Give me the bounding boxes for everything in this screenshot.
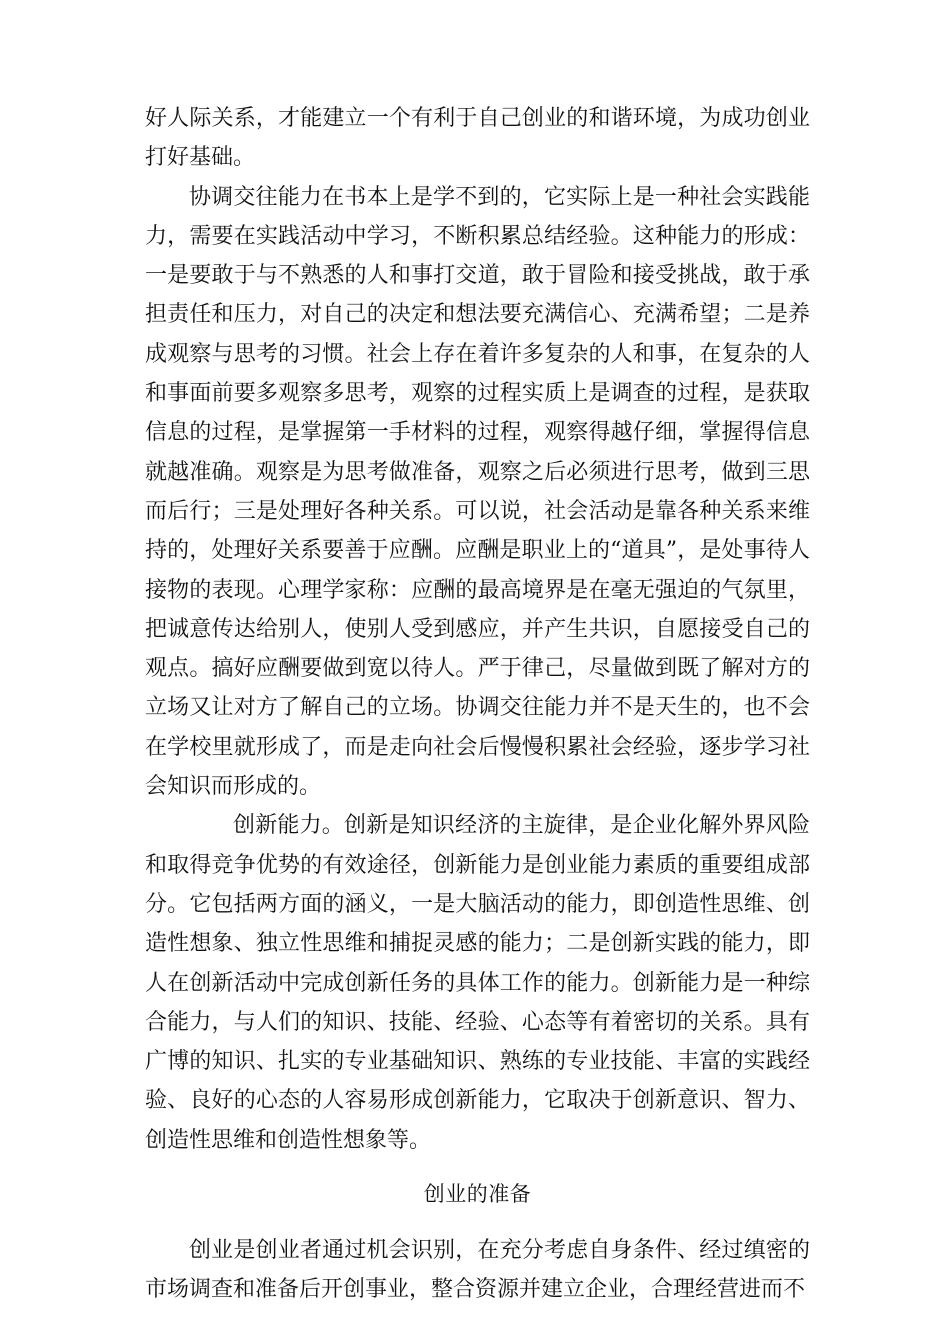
paragraph-entrepreneurship-definition: 创业是创业者通过机会识别，在充分考虑自身条件、经过缜密的市场调查和准备后开创事业，整合资源并建立企业，合理经营进而不 [145, 1238, 810, 1303]
paragraph-coordination-ability: 协调交往能力在书本上是学不到的，它实际上是一种社会实践能力，需要在实践活动中学习，不断积累总结经验。这种能力的形成：一是要敢于与不熟悉的人和事打交道，敢于冒险和接受挑战，敢于承担责任和压力，对自己的决定和想法要充满信心、充满希望；二是养成观察与思考的习惯。社会上存在着许多复杂的人和事，在复杂的人和事面前要多观察多思考，观察的过程实质上是调查的过程，是获取信息的过程，是掌握第一手材料的过程，观察得越仔细，掌握得信息就越准确。观察是为思考做准备，观察之后必须进行思考，做到三思而后行；三是处理好各种关系。可以说，社会活动是靠各种关系来维持的，处理好关系要善于应酬。应酬是职业上的“道具”，是处事待人接物的表现。心理学家称：应酬的最高境界是在毫无强迫的气氛里，把诚意传达给别人，使别人受到感应，并产生共识，自愿接受自己的观点。搞好应酬要做到宽以待人。严于律己，尽量做到既了解对方的立场又让对方了解自己的立场。协调交往能力并不是天生的，也不会在学校里就形成了，而是走向社会后慢慢积累社会经验，逐步学习社会知识而形成的。 [145, 184, 810, 800]
section-heading: 创业的准备 [423, 1182, 532, 1207]
paragraph-interpersonal-foundation: 好人际关系，才能建立一个有利于自己创业的和谐环境，为成功创业打好基础。 [145, 106, 810, 171]
paragraph-innovation-ability: 创新能力。创新是知识经济的主旋律，是企业化解外界风险和取得竞争优势的有效途径，创新能力是创业能力素质的重要组成部分。它包括两方面的涵义，一是大脑活动的能力，即创造性思维、创造性想象、独立性思维和捕捉灵感的能力；二是创新实践的能力，即人在创新活动中完成创新任务的具体工作的能力。创新能力是一种综合能力，与人们的知识、技能、经验、心态等有着密切的关系。具有广博的知识、扎实的专业基础知识、熟练的专业技能、丰富的实践经验、良好的心态的人容易形成创新能力，它取决于创新意识、智力、创造性思维和创造性想象等。 [145, 813, 810, 1153]
document-body [145, 99, 810, 1310]
